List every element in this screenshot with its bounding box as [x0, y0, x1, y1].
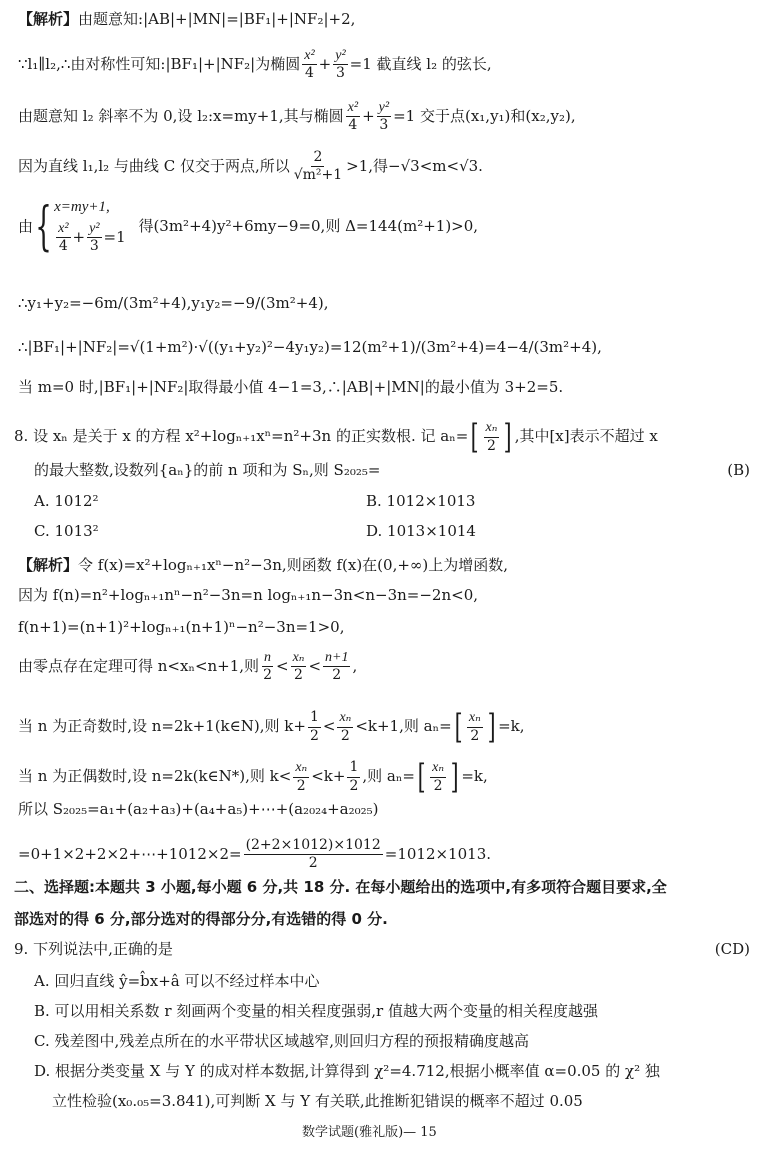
den: 2 [294, 667, 303, 684]
equation: $\frac{\text{x²}}{4}$ + $\frac{\text{y²}}{3}$ =1 [58, 221, 126, 255]
q7-analysis-line-7: ∴|BF₁|+|NF₂|=√(1+m²)·√((y₁+y₂)²−4y₁y₂)=12(m²+1)/(3m²+4)=4−4/(3m²+4), [18, 338, 602, 356]
num: 1 [308, 710, 321, 727]
q7-analysis-line-1 [18, 12, 355, 27]
page-footer: 数学试题(雅礼版)— 15 [302, 1125, 437, 1140]
num: (2+2×1012)×1012 [244, 838, 383, 855]
den: 2 [309, 727, 319, 744]
den: 2 [487, 437, 496, 454]
text: 因为直线 l₁,l₂ 与曲线 C 仅交于两点,所以 [18, 156, 290, 175]
fraction [377, 100, 391, 134]
q9-answer: (CD) [714, 940, 750, 958]
num: x² [56, 221, 70, 238]
q7-analysis-line-5 [18, 197, 479, 258]
text: =1 截直线 l₂ 的弦长, [349, 54, 492, 73]
q8-analysis-line-7: 所以 S₂₀₂₅=a₁+(a₂+a₃)+(a₄+a₅)+⋯+(a₂₀₂₄+a₂₀₂₅) [18, 800, 379, 818]
text: 当 n 为正奇数时,设 n=2k+1(k∈N),则 k+ [18, 717, 306, 735]
q8-analysis-line-2: 因为 f(n)=n²+logₙ₊₁nⁿ−n²−3n=n logₙ₊₁n−3n<n−3n=−2n<0, [18, 586, 479, 604]
num: xₙ [337, 710, 353, 727]
fraction [346, 100, 360, 134]
analysis-tag: 【解析】 [18, 556, 79, 574]
q9-option-a: A. 回归直线 ŷ=b̂x+â 可以不经过样本中心 [34, 972, 320, 990]
num: x² [302, 48, 316, 65]
den: 2 [349, 777, 359, 794]
floor-bracket: [ $\frac{\text{xₙ}}{2}$ ] [470, 417, 513, 457]
num: xₙ [291, 650, 307, 667]
den: 2 [263, 667, 272, 684]
q8-analysis-line-4: 由零点存在定理可得 n<xₙ<n+1,则 $\frac{n}{2}$ < $\frac{\text{xₙ}}{2}$ < $\frac{n+1}{2}$ , [18, 650, 358, 684]
text: =0+1×2+2×2+⋯+1012×2= [18, 844, 242, 863]
den: 3 [379, 117, 389, 134]
text: 当 n 为正偶数时,设 n=2k(k∈N*),则 k< [18, 767, 292, 785]
num: y² [87, 221, 101, 238]
num: y² [333, 48, 347, 65]
q8-answer: (B) [727, 461, 750, 479]
text: =k, [498, 717, 525, 735]
text: <k+1,则 aₙ= [355, 717, 452, 735]
q9-option-c: C. 残差图中,残差点所在的水平带状区域越窄,则回归方程的预报精确度越高 [34, 1032, 530, 1050]
text: >1,得−√3<m<√3. [346, 156, 483, 175]
q8-option-b: B. 1012×1013 [366, 492, 476, 510]
den: 2 [470, 727, 480, 744]
num: 2 [311, 150, 324, 167]
den: 2 [296, 777, 306, 794]
q8-option-c: C. 1013² [34, 522, 99, 540]
q8-analysis-line-8 [18, 838, 491, 872]
q9-option-d-cont: 立性检验(x₀.₀₅=3.841),可判断 X 与 Y 有关联,此推断犯错误的概率不超过 0.05 [52, 1092, 583, 1110]
q7-analysis-line-6: ∴y₁+y₂=−6m/(3m²+4),y₁y₂=−9/(3m²+4), [18, 294, 329, 312]
den: 2 [433, 777, 443, 794]
den: 2 [340, 727, 350, 744]
q8-option-a: A. 1012² [34, 492, 99, 510]
q8-analysis-line-5: 当 n 为正奇数时,设 n=2k+1(k∈N),则 k+ $\frac{1}{2}$ < $\frac{\text{xₙ}}{2}$ <k+1,则 aₙ= [ $\frac{\text{xₙ}}{2}$ ] =k, [18, 707, 525, 747]
q7-analysis-line-2: ∵l₁∥l₂,∴由对称性可知:|BF₁|+|NF₂|为椭圆 $\frac{\text{x²}}{4}$ + $\frac{\text{y²}}{3}$ =1 截直线 l₂ 的弦长, [18, 48, 492, 82]
q7-analysis-line-8: 当 m=0 时,|BF₁|+|NF₂|取得最小值 4−1=3,∴|AB|+|MN|的最小值为 3+2=5. [18, 378, 564, 396]
text: ∵l₁∥l₂,∴由对称性可知:|BF₁|+|NF₂|为椭圆 [18, 54, 301, 73]
text: =1012×1013. [384, 844, 492, 863]
q9-stem: 9. 下列说法中,正确的是 [14, 940, 173, 958]
den: 2 [308, 855, 318, 872]
num: n+1 [323, 650, 350, 667]
num: n [262, 650, 273, 667]
q8-analysis-line-6: 当 n 为正偶数时,设 n=2k(k∈N*),则 k< $\frac{\text{xₙ}}{2}$ <k+ $\frac{1}{2}$ ,则 aₙ= [ $\frac{\text{xₙ}}{2}$ ] =k, [18, 757, 488, 797]
brace-icon: { [35, 197, 52, 258]
num: xₙ [467, 710, 483, 727]
text: 由 [18, 217, 34, 236]
q9-option-b: B. 可以用相关系数 r 刻画两个变量的相关程度强弱,r 值越大两个变量的相关程度越强 [34, 1002, 598, 1020]
q9-option-d: D. 根据分类变量 X 与 Y 的成对样本数据,计算得到 χ²=4.712,根据小概率值 α=0.05 的 χ² 独 [34, 1062, 660, 1080]
den: √m²+1 [293, 167, 343, 184]
num: x² [346, 100, 360, 117]
text: 由题意知:|AB|+|MN|=|BF₁|+|NF₂|+2, [78, 10, 356, 28]
text: =1 交于点(x₁,y₁)和(x₂,y₂), [393, 106, 576, 125]
den: 4 [348, 117, 358, 134]
text: 由零点存在定理可得 n<xₙ<n+1,则 [18, 656, 260, 675]
fraction [333, 48, 347, 82]
fraction [292, 150, 344, 184]
text: 得(3m²+4)y²+6my−9=0,则 Δ=144(m²+1)>0, [138, 217, 479, 236]
q8-stem-line-1 [14, 417, 658, 457]
section-2-heading-line-2: 部选对的得 6 分,部分选对的得部分分,有选错的得 0 分. [14, 910, 388, 928]
equation: x=my+1, [54, 199, 110, 215]
text: 8. 设 xₙ 是关于 x 的方程 x²+logₙ₊₁xⁿ=n²+3n 的正实数根. 记 aₙ= [14, 427, 469, 445]
q8-analysis-line-1 [18, 558, 508, 573]
q8-analysis-line-3: f(n+1)=(n+1)²+logₙ₊₁(n+1)ⁿ−n²−3n=1>0, [18, 618, 345, 636]
num: xₙ [293, 760, 309, 777]
den: 4 [58, 238, 68, 255]
section-2-heading-line-1: 二、选择题:本题共 3 小题,每小题 6 分,共 18 分. 在每小题给出的选项中,有多项符合题目要求,全 [14, 878, 667, 896]
q8-stem-line-2: 的最大整数,设数列{aₙ}的前 n 项和为 Sₙ,则 S₂₀₂₅= [34, 461, 381, 479]
den: 3 [89, 238, 99, 255]
q7-analysis-line-4 [18, 150, 483, 184]
fraction [302, 48, 316, 82]
den: 3 [335, 65, 345, 82]
text: 令 f(x)=x²+logₙ₊₁xⁿ−n²−3n,则函数 f(x)在(0,+∞)上为增函数, [78, 556, 509, 574]
text: ,则 aₙ= [362, 767, 415, 785]
text: =k, [461, 767, 488, 785]
num: xₙ [430, 760, 446, 777]
analysis-tag: 【解析】 [18, 10, 79, 28]
text: 由题意知 l₂ 斜率不为 0,设 l₂:x=my+1,其与椭圆 [18, 106, 344, 125]
num: xₙ [484, 420, 500, 437]
num: y² [377, 100, 391, 117]
den: 4 [304, 65, 314, 82]
den: 2 [332, 667, 342, 684]
num: 1 [347, 760, 360, 777]
q8-option-d: D. 1013×1014 [366, 522, 476, 540]
equation-system [54, 200, 126, 255]
q7-analysis-line-3: 由题意知 l₂ 斜率不为 0,设 l₂:x=my+1,其与椭圆 $\frac{\text{x²}}{4}$ + $\frac{\text{y²}}{3}$ =1 交于点(x₁,y₁)和(x₂,y₂), [18, 100, 576, 134]
text: <k+ [311, 767, 346, 785]
text: ,其中[x]表示不超过 x [514, 427, 658, 445]
